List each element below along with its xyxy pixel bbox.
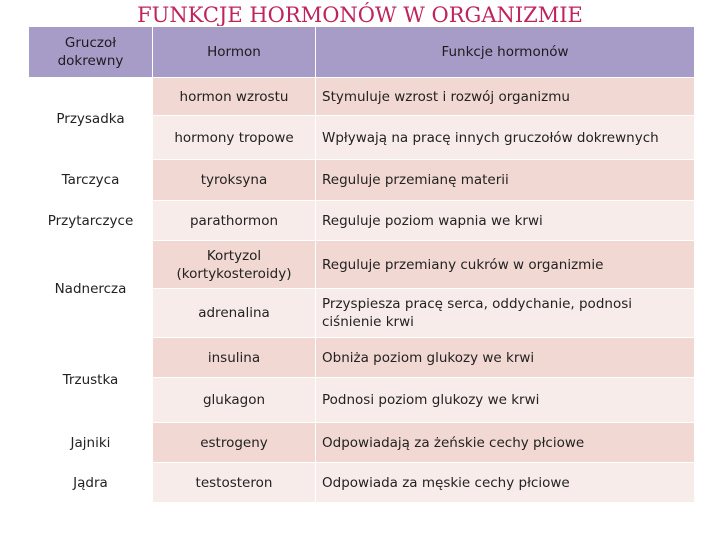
function-cell: Przyspiesza pracę serca, oddychanie, podnosi ciśnienie krwi xyxy=(316,289,695,338)
hormone-cell: glukagon xyxy=(153,378,316,423)
hormone-cell: adrenalina xyxy=(153,289,316,338)
hormone-cell: hormony tropowe xyxy=(153,116,316,160)
table-row xyxy=(29,78,695,116)
table-row xyxy=(29,241,695,289)
hormone-cell: insulina xyxy=(153,338,316,378)
hormone-cell: hormon wzrostu xyxy=(153,78,316,116)
gland-cell: Jądra xyxy=(29,463,153,503)
header-hormone: Hormon xyxy=(153,27,316,78)
page-title: FUNKCJE HORMONÓW W ORGANIZMIE xyxy=(137,3,583,27)
hormone-cell: testosteron xyxy=(153,463,316,503)
gland-cell: Trzustka xyxy=(29,338,153,423)
function-cell: Wpływają na pracę innych gruczołów dokrewnych xyxy=(316,116,695,160)
header-gland: Gruczoł dokrewny xyxy=(29,27,153,78)
gland-cell: Przysadka xyxy=(29,78,153,160)
table-header-row xyxy=(29,27,695,78)
gland-cell: Przytarczyce xyxy=(29,201,153,241)
function-cell: Reguluje przemianę materii xyxy=(316,160,695,201)
function-cell: Obniża poziom glukozy we krwi xyxy=(316,338,695,378)
table-row xyxy=(29,423,695,463)
hormone-cell: tyroksyna xyxy=(153,160,316,201)
hormone-cell: Kortyzol (kortykosteroidy) xyxy=(153,241,316,289)
gland-cell: Jajniki xyxy=(29,423,153,463)
function-cell: Stymuluje wzrost i rozwój organizmu xyxy=(316,78,695,116)
hormone-cell: parathormon xyxy=(153,201,316,241)
function-cell: Odpowiadają za żeńskie cechy płciowe xyxy=(316,423,695,463)
function-cell: Podnosi poziom glukozy we krwi xyxy=(316,378,695,423)
gland-cell: Tarczyca xyxy=(29,160,153,201)
function-cell: Reguluje poziom wapnia we krwi xyxy=(316,201,695,241)
hormone-table xyxy=(28,26,695,503)
hormone-cell: estrogeny xyxy=(153,423,316,463)
table-row xyxy=(29,201,695,241)
header-function: Funkcje hormonów xyxy=(316,27,695,78)
function-cell: Odpowiada za męskie cechy płciowe xyxy=(316,463,695,503)
function-cell: Reguluje przemiany cukrów w organizmie xyxy=(316,241,695,289)
table-row xyxy=(29,160,695,201)
table-row xyxy=(29,463,695,503)
gland-cell: Nadnercza xyxy=(29,241,153,338)
table-row xyxy=(29,338,695,378)
